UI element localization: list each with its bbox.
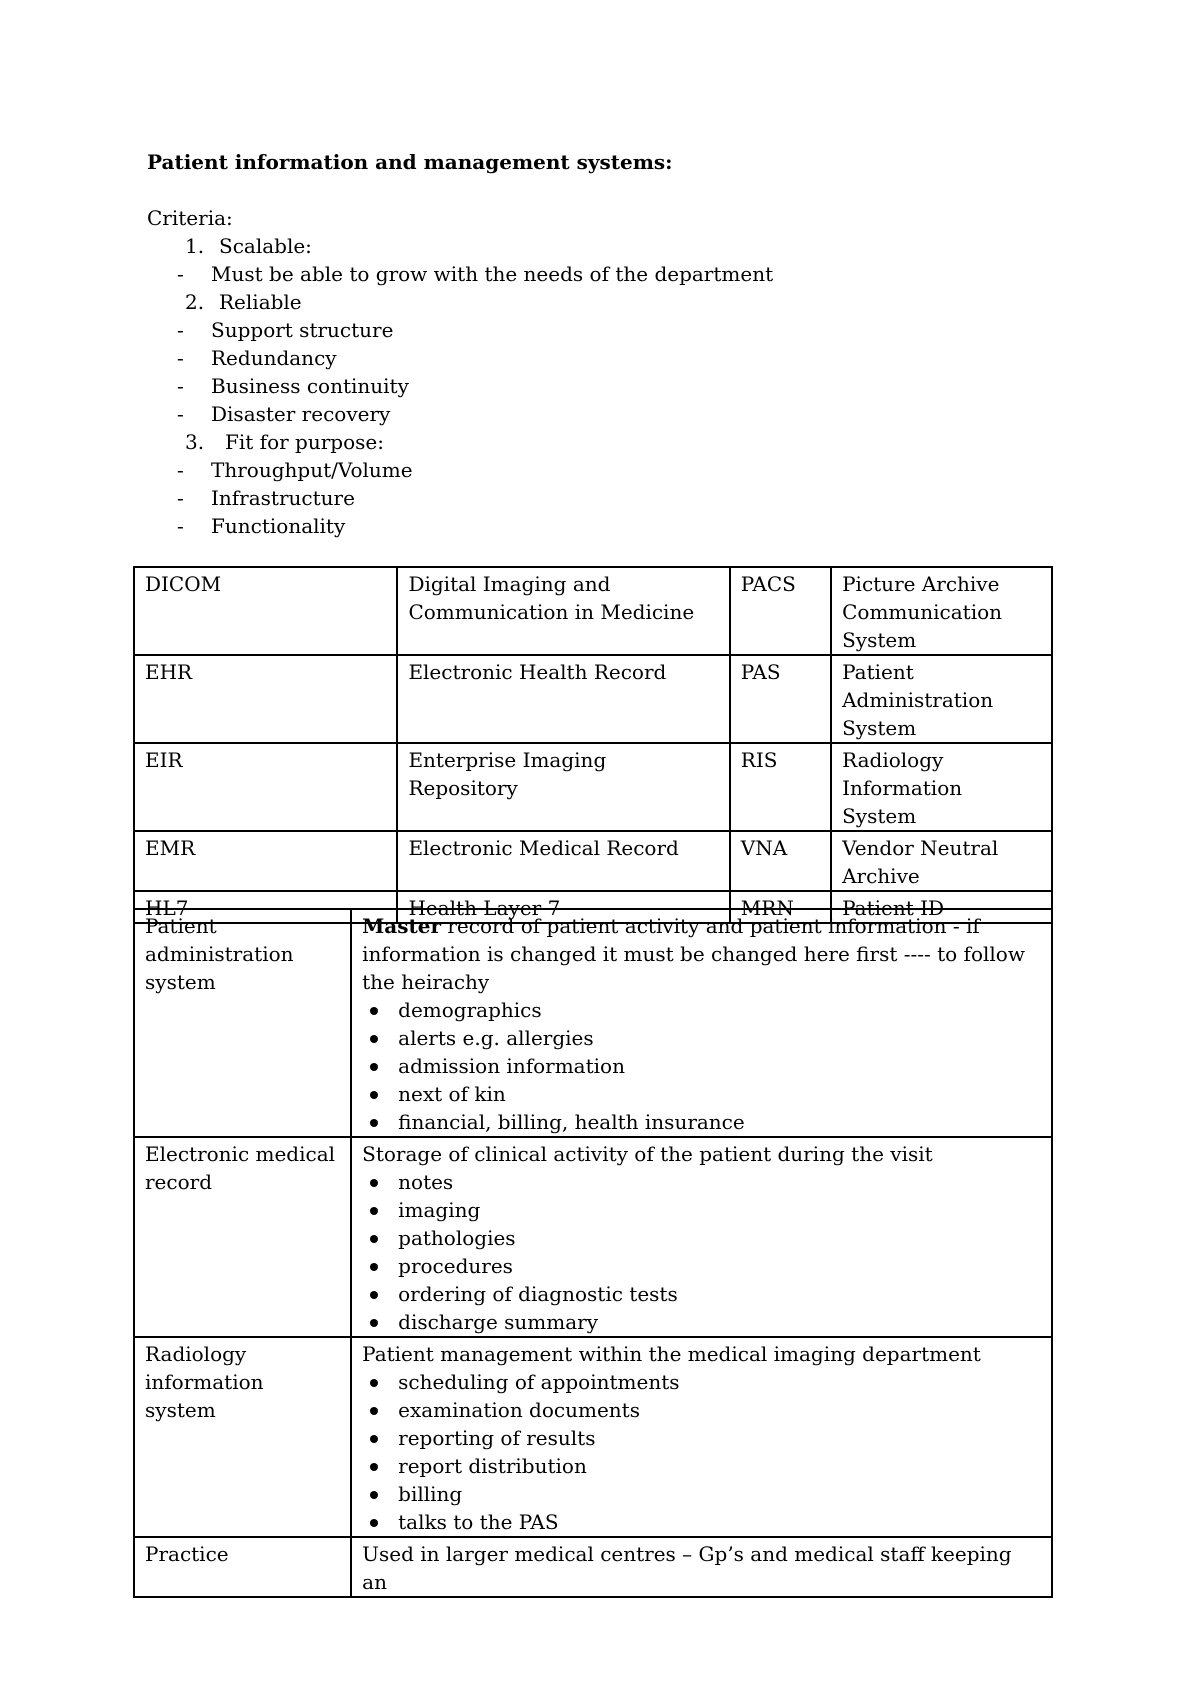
list-item [362, 1508, 1041, 1536]
list-item-text: notes [398, 1170, 454, 1194]
list-item [362, 1308, 1041, 1336]
bullet-list [362, 996, 1041, 1136]
dash-marker: - [177, 514, 184, 538]
list-item-text: report distribution [398, 1454, 587, 1478]
criteria-item-text: Functionality [211, 514, 346, 538]
abbr-cell: DICOM [134, 567, 397, 655]
system-desc-cell [351, 909, 1052, 1137]
system-desc-cell: Used in larger medical centres – Gp’s and medical staff keeping an [351, 1537, 1052, 1597]
bullet-icon [370, 1291, 378, 1299]
bullet-icon [370, 1035, 378, 1043]
bullet-icon [370, 1091, 378, 1099]
system-desc-cell [351, 1337, 1052, 1537]
criteria-item [147, 400, 1047, 428]
table-row [134, 1537, 1052, 1597]
list-item-text: imaging [398, 1198, 481, 1222]
system-name-cell: Electronic medical record [134, 1137, 351, 1337]
bullet-icon [370, 1207, 378, 1215]
system-description [362, 912, 1041, 996]
full-name-cell: Electronic Medical Record [397, 831, 729, 891]
criteria-heading [147, 288, 1047, 316]
list-item-text: procedures [398, 1254, 513, 1278]
criteria-heading-text: Reliable [219, 290, 302, 314]
list-item-text: billing [398, 1482, 463, 1506]
table-row [134, 831, 1052, 891]
bullet-icon [370, 1119, 378, 1127]
bullet-icon [370, 1435, 378, 1443]
criteria-item [147, 456, 1047, 484]
criteria-section [147, 204, 1047, 540]
bullet-list [362, 1168, 1041, 1336]
criteria-item-text: Disaster recovery [211, 402, 391, 426]
list-item [362, 1368, 1041, 1396]
criteria-heading-text: Scalable: [219, 234, 312, 258]
table-row [134, 1137, 1052, 1337]
dash-marker: - [177, 374, 184, 398]
dash-marker: - [177, 458, 184, 482]
criteria-heading [147, 428, 1047, 456]
criteria-number: 3. [185, 430, 205, 454]
criteria-label: Criteria: [147, 206, 233, 230]
bullet-icon [370, 1063, 378, 1071]
abbr-cell: RIS [730, 743, 831, 831]
bullet-icon [370, 1319, 378, 1327]
full-name-cell: Vendor Neutral Archive [831, 831, 1052, 891]
full-name-cell: Enterprise Imaging Repository [397, 743, 729, 831]
list-item-text: next of kin [398, 1082, 506, 1106]
bullet-icon [370, 1235, 378, 1243]
criteria-item-text: Infrastructure [211, 486, 355, 510]
full-name-cell: Patient ID [831, 891, 1052, 923]
criteria-item [147, 512, 1047, 540]
list-item-text: alerts e.g. allergies [398, 1026, 594, 1050]
bullet-icon [370, 1463, 378, 1471]
abbr-cell: EMR [134, 831, 397, 891]
abbr-cell: MRN [730, 891, 831, 923]
abbr-cell: EIR [134, 743, 397, 831]
table-row [134, 1337, 1052, 1537]
criteria-number: 1. [185, 234, 205, 258]
abbr-cell: PAS [730, 655, 831, 743]
list-item [362, 1052, 1041, 1080]
dash-marker: - [177, 346, 184, 370]
list-item [362, 1396, 1041, 1424]
abbr-cell: VNA [730, 831, 831, 891]
bullet-icon [370, 1491, 378, 1499]
full-name-cell: Health Layer 7 [397, 891, 729, 923]
list-item [362, 1224, 1041, 1252]
list-item [362, 1280, 1041, 1308]
list-item [362, 1108, 1041, 1136]
criteria-item-text: Business continuity [211, 374, 409, 398]
bullet-list [362, 1368, 1041, 1536]
list-item [362, 1024, 1041, 1052]
table-row [134, 655, 1052, 743]
list-item-text: talks to the PAS [398, 1510, 559, 1534]
dash-marker: - [177, 262, 184, 286]
system-description: Storage of clinical activity of the patient during the visit [362, 1142, 933, 1166]
abbr-cell: PACS [730, 567, 831, 655]
full-name-cell: Patient Administration System [831, 655, 1052, 743]
systems-table [133, 908, 1053, 1598]
dash-marker: - [177, 402, 184, 426]
list-item [362, 996, 1041, 1024]
list-item-text: financial, billing, health insurance [398, 1110, 745, 1134]
system-name-cell: Practice [134, 1537, 351, 1597]
criteria-item [147, 372, 1047, 400]
list-item-text: demographics [398, 998, 542, 1022]
full-name-cell: Radiology Information System [831, 743, 1052, 831]
table-row [134, 909, 1052, 1137]
bullet-icon [370, 1263, 378, 1271]
full-name-cell: Electronic Health Record [397, 655, 729, 743]
list-item [362, 1080, 1041, 1108]
list-item [362, 1480, 1041, 1508]
bullet-icon [370, 1007, 378, 1015]
system-name-cell: Patient administration system [134, 909, 351, 1137]
list-item-text: admission information [398, 1054, 625, 1078]
system-desc-cell [351, 1137, 1052, 1337]
criteria-heading [147, 232, 1047, 260]
full-name-cell: Digital Imaging and Communication in Medicine [397, 567, 729, 655]
criteria-item [147, 484, 1047, 512]
bullet-icon [370, 1379, 378, 1387]
list-item-text: examination documents [398, 1398, 640, 1422]
list-item-text: discharge summary [398, 1310, 599, 1334]
list-item [362, 1168, 1041, 1196]
system-description: Patient management within the medical imaging department [362, 1342, 981, 1366]
list-item [362, 1452, 1041, 1480]
full-name-cell: Picture Archive Communication System [831, 567, 1052, 655]
criteria-item [147, 344, 1047, 372]
bullet-icon [370, 1407, 378, 1415]
criteria-item-text: Must be able to grow with the needs of the department [211, 262, 774, 286]
master-keyword: Master [362, 914, 441, 938]
criteria-item-text: Support structure [211, 318, 394, 342]
criteria-item-text: Redundancy [211, 346, 337, 370]
table-row [134, 743, 1052, 831]
abbr-cell: EHR [134, 655, 397, 743]
criteria-item [147, 316, 1047, 344]
list-item [362, 1424, 1041, 1452]
list-item-text: scheduling of appointments [398, 1370, 680, 1394]
abbr-cell: HL7 [134, 891, 397, 923]
dash-marker: - [177, 318, 184, 342]
bullet-icon [370, 1179, 378, 1187]
description-text: record of patient activity and patient information - if information is changed it must be changed here first ---- to follow the heirachy [362, 914, 1025, 994]
page-title: Patient information and management systems: [147, 150, 673, 174]
list-item [362, 1252, 1041, 1280]
list-item-text: pathologies [398, 1226, 516, 1250]
criteria-item [147, 260, 1047, 288]
table-row [134, 567, 1052, 655]
criteria-number: 2. [185, 290, 205, 314]
criteria-item-text: Throughput/Volume [211, 458, 413, 482]
criteria-heading-text: Fit for purpose: [225, 430, 384, 454]
list-item [362, 1196, 1041, 1224]
list-item-text: ordering of diagnostic tests [398, 1282, 678, 1306]
abbreviations-table [133, 566, 1053, 924]
bullet-icon [370, 1519, 378, 1527]
system-name-cell: Radiology information system [134, 1337, 351, 1537]
dash-marker: - [177, 486, 184, 510]
list-item-text: reporting of results [398, 1426, 596, 1450]
